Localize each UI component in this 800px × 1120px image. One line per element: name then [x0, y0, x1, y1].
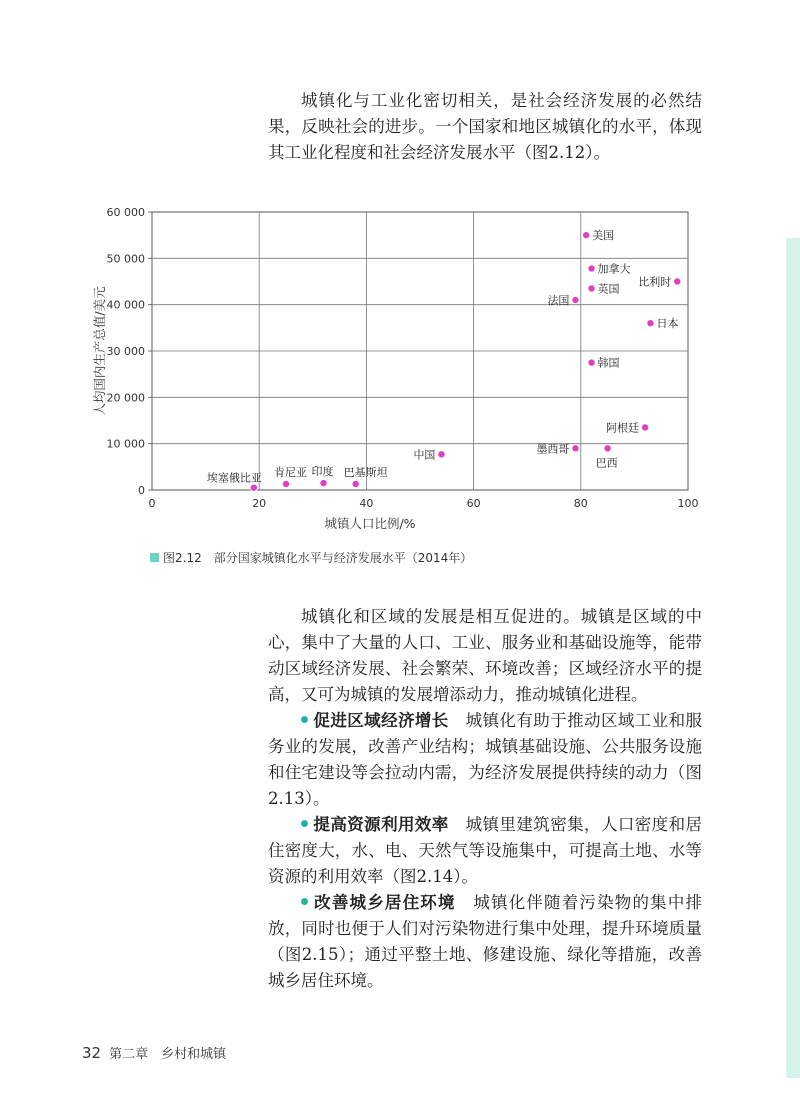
y-tick-label: 30 000 [106, 345, 145, 358]
data-point-label: 埃塞俄比亚 [206, 471, 262, 485]
data-point [583, 232, 590, 239]
page-number: 32 [82, 1044, 102, 1062]
bullet-body: 城镇里建筑密集，人口密度和居住密度大，水、电、天然气等设施集中，可提高土地、水等资源的利用效率（图2.14）。 [268, 815, 703, 886]
data-point [647, 320, 654, 327]
data-point-label: 法国 [547, 294, 570, 308]
x-tick-label: 20 [252, 497, 267, 510]
data-point [282, 480, 289, 487]
data-point-label: 比利时 [638, 275, 672, 289]
data-point [320, 479, 327, 486]
x-tick-label: 40 [359, 497, 374, 510]
figure-caption [150, 549, 472, 566]
data-point-label: 美国 [592, 229, 615, 243]
x-tick-label: 0 [148, 497, 156, 510]
data-point [572, 296, 579, 303]
data-point-label: 日本 [656, 317, 679, 331]
page-footer [82, 1043, 226, 1062]
data-point [588, 285, 595, 292]
bullet-heading: 提高资源利用效率 [313, 815, 449, 834]
x-tick-label: 60 [466, 497, 481, 510]
data-point [642, 424, 649, 431]
figure-2-12 [90, 200, 710, 530]
data-point [438, 451, 445, 458]
caption-marker-icon [150, 553, 159, 562]
data-point-label: 巴西 [595, 456, 618, 470]
bullet-dot-icon [301, 820, 308, 827]
data-point [674, 278, 681, 285]
y-tick-label: 50 000 [106, 252, 145, 266]
y-tick-label: 40 000 [106, 298, 145, 312]
data-point-label: 肯尼亚 [274, 465, 307, 479]
x-tick-label: 80 [573, 497, 588, 510]
data-point-label: 韩国 [597, 356, 620, 370]
bullet-heading: 促进区域经济增长 [313, 711, 449, 730]
data-point [352, 480, 359, 487]
bullet-item [268, 812, 702, 890]
y-tick-label: 20 000 [106, 391, 145, 405]
data-point-label: 阿根廷 [606, 421, 640, 435]
chapter-title: 第二章 乡村和城镇 [109, 1047, 227, 1062]
bullet-dot-icon [301, 898, 308, 905]
caption-label: 图2.12 [163, 551, 202, 565]
scatter-chart [90, 200, 710, 530]
y-axis-label: 人均国内生产总值/美元 [92, 286, 107, 416]
bullet-body: 城镇化伴随着污染物的集中排放，同时也便于人们对污染物进行集中处理，提升环境质量（图2.15）；通过平整土地、修建设施、绿化等措施，改善城乡居住环境。 [268, 893, 703, 990]
x-axis-label: 城镇人口比例/% [324, 516, 416, 530]
y-tick-label: 60 000 [106, 206, 145, 219]
data-point [572, 445, 579, 452]
data-point [604, 445, 611, 452]
data-point-label: 英国 [597, 282, 620, 296]
body-paragraph: 城镇化和区域的发展是相互促进的。城镇是区域的中心，集中了大量的人口、工业、服务业和基础设施等，能带动区域经济发展、社会繁荣、环境改善；区域经济水平的提高，又可为城镇的发展增添动力，推动城镇化进程。 [268, 607, 702, 704]
bullet-dot-icon [301, 716, 308, 723]
data-point-label: 加拿大 [597, 262, 631, 276]
data-point [588, 265, 595, 272]
bullet-item [268, 708, 702, 812]
data-point [588, 359, 595, 366]
y-tick-label: 0 [138, 484, 145, 497]
data-point-label: 巴基斯坦 [343, 465, 388, 479]
data-point-label: 墨西哥 [536, 442, 570, 456]
bullet-body: 城镇化有助于推动区域工业和服务业的发展，改善产业结构；城镇基础设施、公共服务设施和住宅建设等会拉动内需，为经济发展提供持续的动力（图2.13）。 [268, 711, 703, 808]
caption-text: 部分国家城镇化水平与经济发展水平（2014年） [213, 551, 473, 565]
x-tick-label: 100 [677, 497, 699, 510]
side-color-bar [786, 238, 800, 1078]
bullet-item [268, 890, 702, 994]
intro-paragraph: 城镇化与工业化密切相关，是社会经济发展的必然结果，反映社会的进步。一个国家和地区城镇化的水平，体现其工业化程度和社会经济发展水平（图2.12）。 [268, 91, 702, 162]
data-point [250, 484, 257, 491]
data-point-label: 中国 [413, 448, 436, 462]
bullet-heading: 改善城乡居住环境 [313, 893, 456, 912]
y-tick-label: 10 000 [106, 437, 145, 451]
data-point-label: 印度 [311, 465, 334, 479]
